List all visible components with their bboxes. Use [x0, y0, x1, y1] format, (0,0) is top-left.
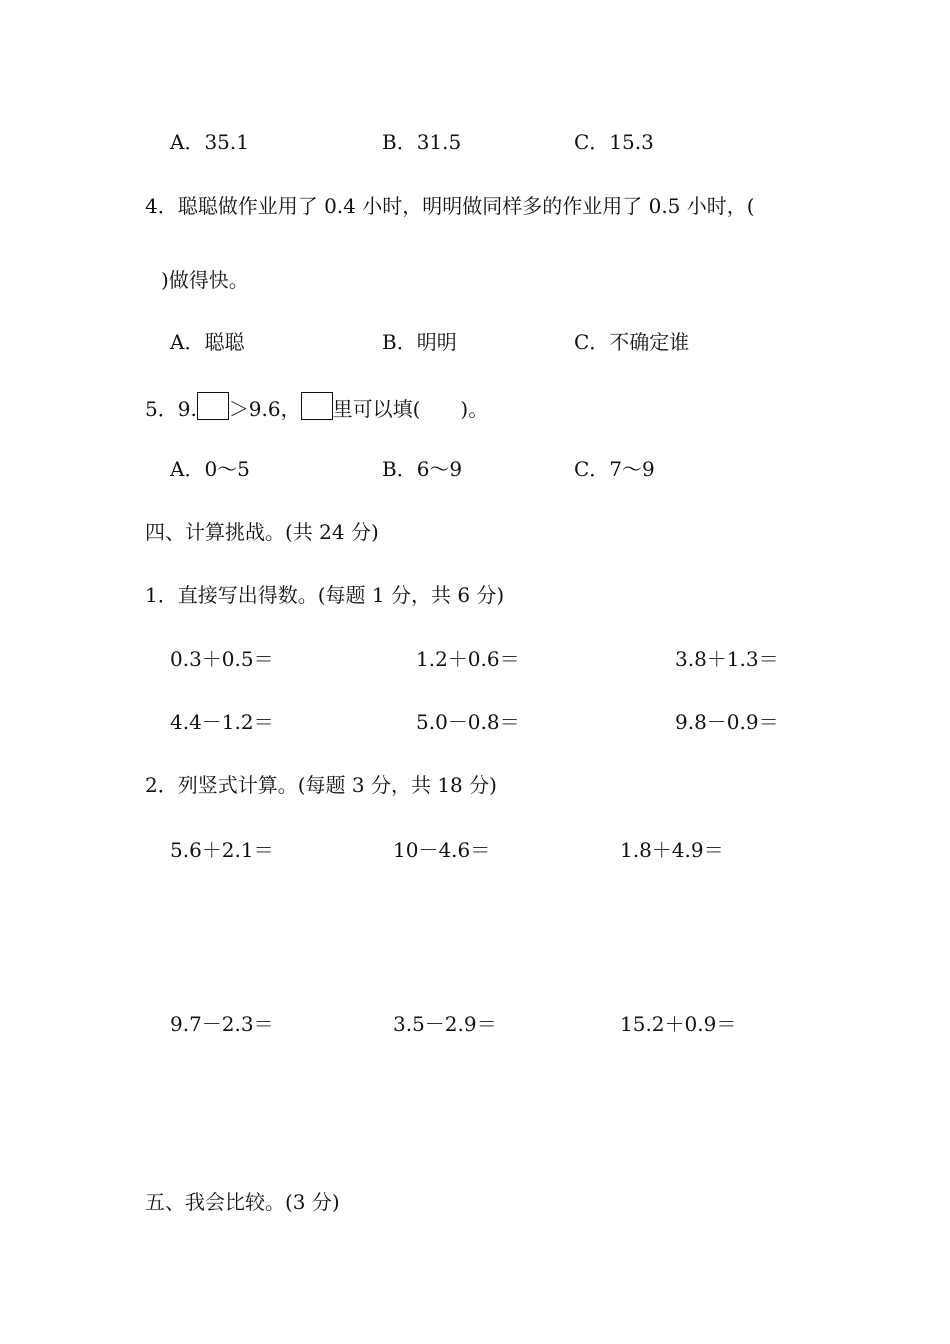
- oral-calc-item: 0.3＋0.5＝: [170, 647, 274, 671]
- vertical-calc-item: 10－4.6＝: [393, 838, 491, 862]
- oral-calc-item: 5.0－0.8＝: [416, 710, 520, 734]
- q5-suffix: 里可以填( )。: [332, 397, 489, 421]
- section4-heading: 四、计算挑战。(共 24 分): [145, 520, 379, 544]
- q4-option-a: A．聪聪: [170, 330, 245, 354]
- q4-stem-line1: 4．聪聪做作业用了 0.4 小时，明明做同样多的作业用了 0.5 小时，(: [145, 194, 755, 218]
- q5-mid: ＞9.6，: [228, 397, 301, 421]
- q5-prefix: 5．9.: [145, 397, 197, 421]
- vertical-calc-item: 3.5－2.9＝: [393, 1012, 497, 1036]
- q5-blank-box: [197, 392, 229, 420]
- oral-calc-item: 3.8＋1.3＝: [675, 647, 779, 671]
- oral-calc-item: 9.8－0.9＝: [675, 710, 779, 734]
- q3-option-a: A．35.1: [170, 130, 249, 154]
- q4-stem-line2: )做得快。: [161, 268, 249, 292]
- q5-option-b: B．6～9: [382, 457, 463, 481]
- oral-calc-item: 1.2＋0.6＝: [416, 647, 520, 671]
- q4-option-b: B．明明: [382, 330, 457, 354]
- oral-calc-item: 4.4－1.2＝: [170, 710, 274, 734]
- section5-heading: 五、我会比较。(3 分): [145, 1190, 340, 1214]
- section4-sub1-title: 1．直接写出得数。(每题 1 分，共 6 分): [145, 583, 505, 607]
- q5-stem: [145, 392, 488, 421]
- q5-reference-box: [301, 392, 333, 420]
- q4-option-c: C．不确定谁: [574, 330, 690, 354]
- q5-option-c: C．7～9: [574, 457, 655, 481]
- vertical-calc-item: 15.2＋0.9＝: [620, 1012, 737, 1036]
- vertical-calc-item: 9.7－2.3＝: [170, 1012, 274, 1036]
- q3-option-b: B．31.5: [382, 130, 462, 154]
- vertical-calc-item: 1.8＋4.9＝: [620, 838, 724, 862]
- section4-sub2-title: 2．列竖式计算。(每题 3 分，共 18 分): [145, 773, 497, 797]
- q5-option-a: A．0～5: [170, 457, 250, 481]
- vertical-calc-item: 5.6＋2.1＝: [170, 838, 274, 862]
- q3-option-c: C．15.3: [574, 130, 654, 154]
